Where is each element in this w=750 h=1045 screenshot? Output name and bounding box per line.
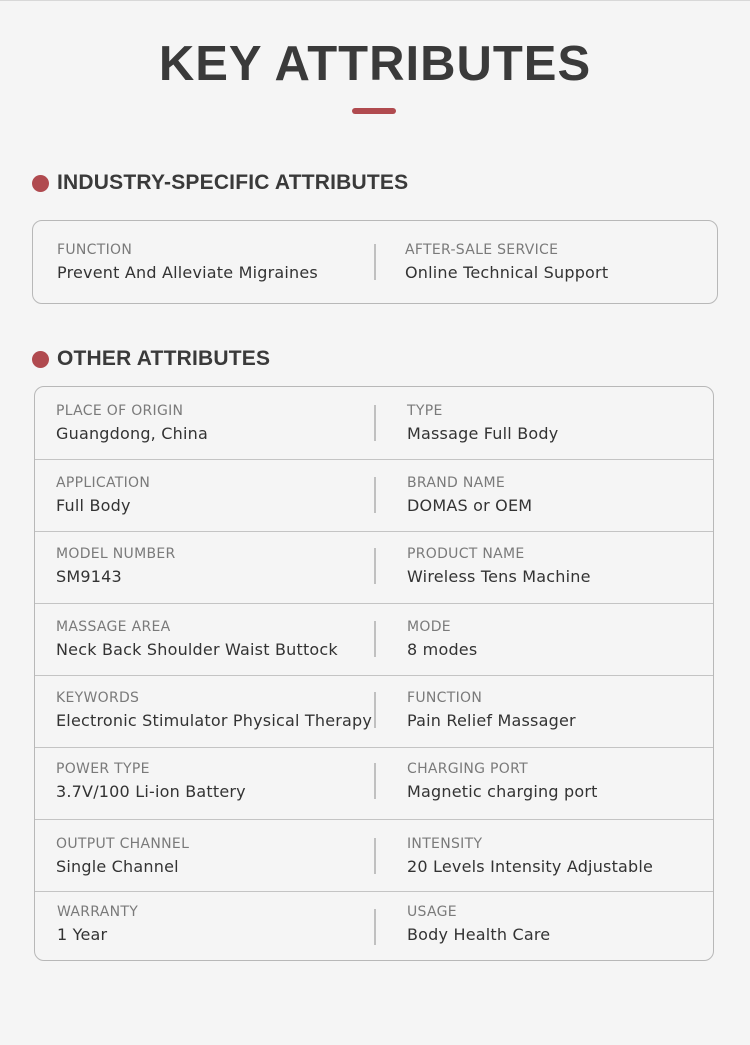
attribute-cell: [407, 475, 532, 515]
column-divider: [374, 477, 376, 513]
attribute-label: FUNCTION: [407, 690, 483, 706]
industry-attributes-card: [32, 220, 718, 304]
column-divider: [374, 909, 376, 945]
column-divider: [374, 838, 376, 874]
attribute-value: 1 Year: [57, 925, 108, 944]
attribute-cell: [407, 403, 558, 443]
attribute-cell: [56, 403, 208, 443]
attribute-label: WARRANTY: [57, 904, 139, 920]
attribute-value: Pain Relief Massager: [407, 711, 576, 730]
bullet-dot-icon: [32, 351, 49, 368]
attribute-cell: [407, 546, 591, 586]
page-title: KEY ATTRIBUTES: [158, 37, 592, 91]
attribute-label: OUTPUT CHANNEL: [56, 836, 190, 852]
attribute-cell: [57, 904, 138, 944]
attribute-row: [35, 675, 713, 747]
attribute-cell: [56, 619, 338, 659]
attribute-row: [35, 747, 713, 819]
attribute-value: Body Health Care: [407, 925, 551, 944]
attribute-label: USAGE: [407, 904, 457, 920]
column-divider: [374, 244, 376, 280]
attribute-cell: [407, 690, 576, 730]
attribute-cell: [56, 475, 150, 515]
attribute-value: 20 Levels Intensity Adjustable: [407, 857, 654, 876]
attribute-value: Single Channel: [56, 857, 179, 876]
attribute-value: Massage Full Body: [407, 424, 559, 443]
attribute-cell: [56, 761, 246, 801]
attribute-label: POWER TYPE: [56, 761, 150, 777]
attribute-cell: [405, 242, 608, 282]
attribute-cell: [56, 836, 189, 876]
attribute-cell: [407, 619, 477, 659]
attribute-row: [35, 891, 713, 961]
attribute-value: Wireless Tens Machine: [407, 567, 591, 586]
attribute-value: 8 modes: [407, 640, 478, 659]
attribute-cell: [56, 546, 176, 586]
attribute-row: [35, 819, 713, 891]
attribute-cell: [407, 761, 598, 801]
top-divider: [0, 0, 750, 1]
attribute-value: Guangdong, China: [56, 424, 208, 443]
attribute-value: DOMAS or OEM: [407, 496, 533, 515]
attribute-row: [35, 459, 713, 531]
attribute-label: KEYWORDS: [56, 690, 140, 706]
attribute-label: AFTER-SALE SERVICE: [405, 242, 559, 258]
attribute-cell: [57, 242, 318, 282]
title-accent-bar: [352, 108, 396, 114]
attribute-label: PRODUCT NAME: [407, 546, 525, 562]
section-heading-text: OTHER ATTRIBUTES: [57, 347, 271, 370]
attribute-label: CHARGING PORT: [407, 761, 528, 777]
column-divider: [374, 548, 376, 584]
attribute-row: [35, 531, 713, 603]
column-divider: [374, 763, 376, 799]
attribute-row: [35, 387, 713, 459]
attribute-label: MODEL NUMBER: [56, 546, 176, 562]
attribute-value: Full Body: [56, 496, 131, 515]
attribute-label: TYPE: [407, 403, 443, 419]
column-divider: [374, 621, 376, 657]
attribute-label: MODE: [407, 619, 451, 635]
attribute-label: MASSAGE AREA: [56, 619, 171, 635]
attribute-row: [35, 603, 713, 675]
other-attributes-card: [34, 386, 714, 961]
section-heading-industry: [32, 169, 408, 197]
attribute-label: BRAND NAME: [407, 475, 506, 491]
column-divider: [374, 405, 376, 441]
attribute-value: SM9143: [56, 567, 122, 586]
column-divider: [374, 692, 376, 728]
attribute-value: 3.7V/100 Li-ion Battery: [56, 782, 246, 801]
attribute-value: Prevent And Alleviate Migraines: [57, 263, 318, 282]
attribute-cell: [407, 836, 653, 876]
attribute-cell: [407, 904, 550, 944]
attribute-label: INTENSITY: [407, 836, 483, 852]
attribute-value: Magnetic charging port: [407, 782, 598, 801]
section-heading-other: [32, 345, 270, 373]
attribute-value: Electronic Stimulator Physical Therapy: [56, 711, 373, 730]
attribute-label: PLACE OF ORIGIN: [56, 403, 184, 419]
attribute-value: Online Technical Support: [405, 263, 609, 282]
attribute-row: [33, 221, 717, 303]
section-heading-text: INDUSTRY-SPECIFIC ATTRIBUTES: [57, 171, 409, 194]
attribute-label: FUNCTION: [57, 242, 133, 258]
attribute-cell: [56, 690, 372, 730]
attribute-label: APPLICATION: [56, 475, 151, 491]
attribute-value: Neck Back Shoulder Waist Buttock: [56, 640, 338, 659]
bullet-dot-icon: [32, 175, 49, 192]
